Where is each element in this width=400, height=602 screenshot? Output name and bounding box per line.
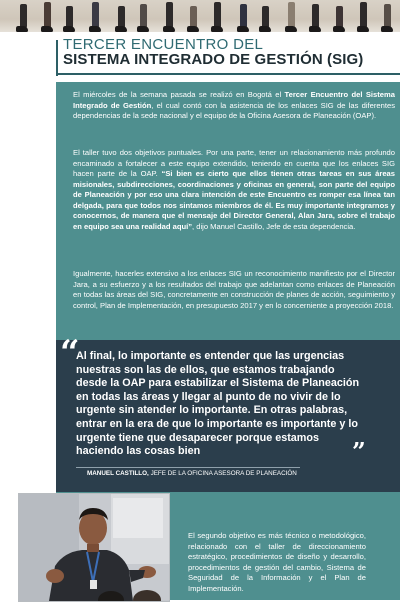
title-line-2: SISTEMA INTEGRADO DE GESTIÓN (SIG) (63, 51, 364, 68)
quote-author: MANUEL CASTILLO, (87, 470, 149, 477)
speaker-photo (18, 493, 170, 602)
paragraph-2-text-a: El taller tuvo dos objetivos puntuales. Por una parte, tener un relacionamiento más profundo encaminado a fortalecer a este equipo extendido, teniendo en cuenta que los enlaces SIG hacen parte de la OAP. (73, 148, 395, 178)
paragraph-2-text-c: , dijo Manuel Castillo, Jefe de esta dependencia. (192, 221, 356, 231)
pull-quote (56, 333, 400, 492)
group-photo-top (0, 0, 400, 32)
paragraph-2 (73, 148, 395, 232)
paragraph-1-text-c: , el cual contó con la asistencia de los enlaces SIG de las diferentes dependencias de la sede nacional y el equipo de la Oficina Asesora de Planeación (OAP). (73, 100, 395, 120)
paragraph-1 (73, 90, 395, 122)
article-body (56, 82, 400, 340)
quote-author-role: JEFE DE LA OFICINA ASESORA DE PLANEACIÓN (150, 470, 297, 477)
header-accent-bar (56, 40, 58, 76)
pull-quote-body: Al final, lo importante es entender que las urgencias nuestras son las de ellos, que estamos trabajando desde la OAP para estabilizar el Sistema de Planeación en todas las áreas y llegar al punto de no vivir de lo urgente sin atender lo importante. En otras palabras, entrar en la era de que lo importante es importante y lo urgente tiene que desaparecer porque estamos haciendo las cosas bien (76, 350, 360, 458)
paragraph-3: Igualmente, hacerles extensivo a los enlaces SIG un reconocimiento manifiesto por el Director Jara, a su esfuerzo y a los resultados del trabajo que adelantan como enlaces de Planeación en todas las áreas del SIG, concretamente en construcción de planes de acción, seguimiento y control, Plan de Implementación, en presupuesto 2017 y en lo concerniente a proyección 2018. (73, 269, 395, 310)
title-line-1: TERCER ENCUENTRO DEL (63, 36, 264, 53)
paragraph-1-text-a: El miércoles de la semana pasada se realizó en Bogotá el (73, 90, 285, 99)
pull-quote-text (76, 350, 366, 459)
quote-attribution (87, 470, 297, 477)
header-divider (56, 73, 400, 75)
speaker-photo-image (19, 494, 169, 601)
close-quote-mark: ” (352, 437, 366, 466)
quote-divider (76, 467, 300, 468)
open-quote-mark: “ (60, 333, 80, 373)
bottom-paragraph: El segundo objetivo es más técnico o metodológico, relacionado con el taller de direccionamiento estratégico, procedimientos de diseño y desarrollo, procedimientos de gestión del cambio, Sistema de Seguridad de la Información y el Plan de Implementación. (188, 531, 366, 593)
paragraph-2-quote: “Si bien es cierto que ellos tienen otras tareas en sus áreas misionales, subdirecciones, coordinaciones y oficinas en general, son parte del equipo de Planeación y por eso una clara intención de este Encuentro es romper esa línea tan delgada, para que todos nos sintamos miembros de él. Es muy importante integrarnos y conocernos, de manera que el mensaje del Director General, Alan Jara, sobre el trabajo en equipo sea una realidad aquí” (73, 169, 395, 231)
paragraph-1-bold: Tercer Encuentro del Sistema Integrado de Gestión (73, 90, 395, 110)
